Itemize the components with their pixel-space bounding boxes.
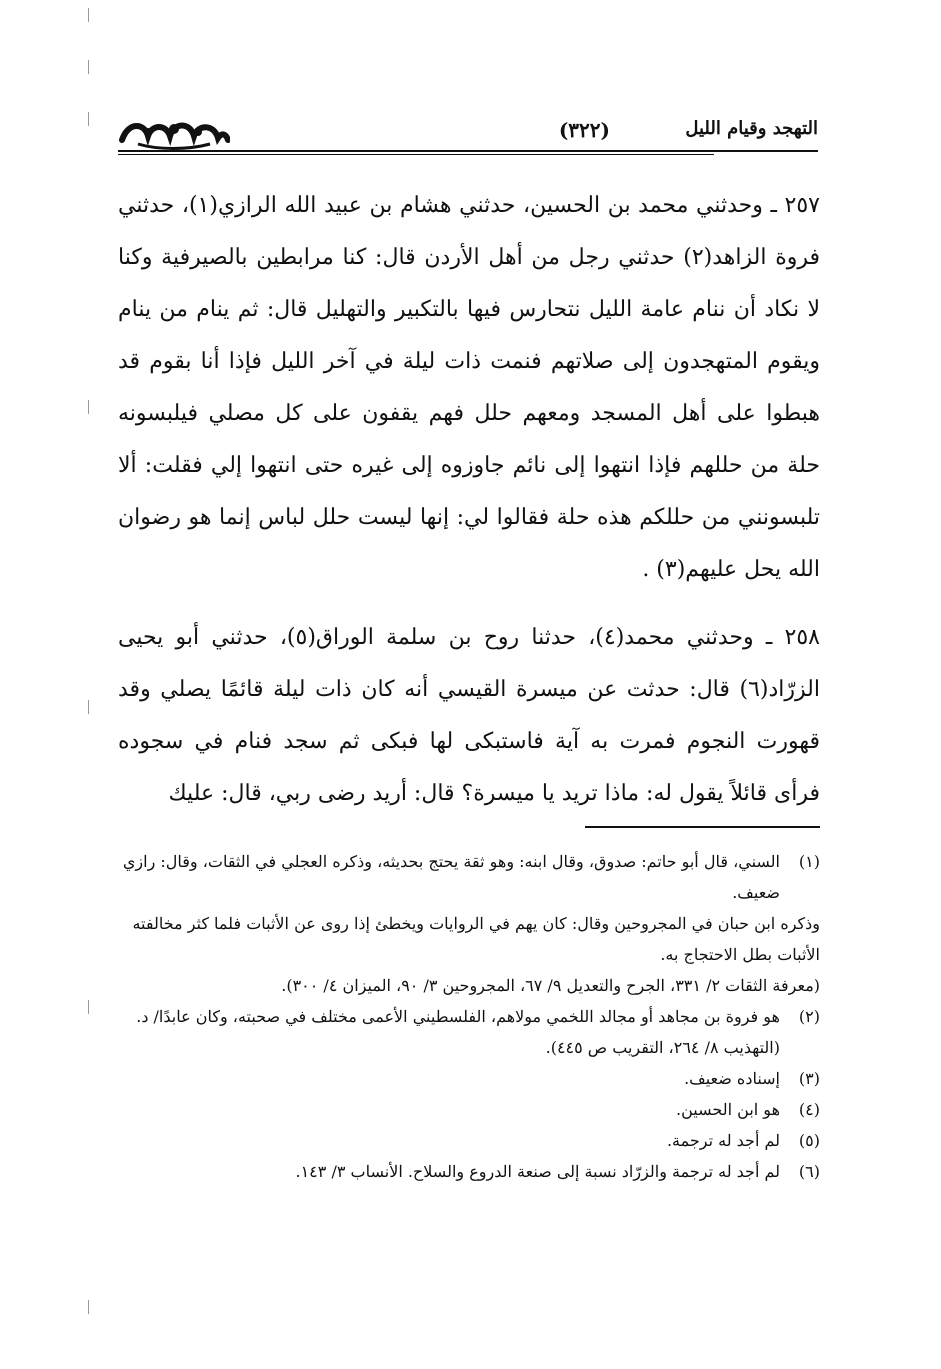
footnote-text: السني، قال أبو حاتم: صدوق، وقال ابنه: وهو ثقة يحتج بحديثه، وذكره العجلي في الثقات، وقال: رازي ضعيف. — [122, 852, 780, 902]
main-text — [118, 180, 820, 820]
footnote-4 — [118, 1094, 820, 1125]
footnote-2 — [118, 1001, 820, 1063]
footnote-number: (٢) — [798, 1007, 820, 1026]
footnote-text: (معرفة الثقات ٢/ ٣٣١، الجرح والتعديل ٩/ ٦٧، المجروحين ٣/ ٩٠، الميزان ٤/ ٣٠٠). — [281, 976, 820, 995]
footnote-3 — [118, 1063, 820, 1094]
ornament-icon — [118, 112, 230, 152]
footnote-number: (٣) — [798, 1069, 820, 1088]
footnote-text: لم أجد له ترجمة والزرّاد نسبة إلى صنعة الدروع والسلاح. الأنساب ٣/ ١٤٣. — [295, 1162, 780, 1181]
paragraph-257: ٢٥٧ ـ وحدثني محمد بن الحسين، حدثني هشام بن عبيد الله الرازي(١)، حدثني فروة الزاهد(٢) حدثني رجل من أهل الأردن قال: كنا مرابطين بالصيرفية وكنا لا نكاد أن ننام عامة الليل نتحارس فيها بالتكبير والتهليل قال: ثم ينام من ينام ويقوم المتهجدون إلى صلاتهم فنمت ذات ليلة في آخر الليل فإذا أنا بقوم قد هبطوا على أهل المسجد ومعهم حلل فهم يقفون على كل مصلي فيلبسونه حلة من حللهم فإذا انتهوا إلى نائم جاوزوه إلى غيره حتى انتهوا إلي فقلت: ألا تلبسونني من حللكم هذه حلة فقالوا لي: إنها ليست حلل لباس إنما هو رضوان الله يحل عليهم(٣) . — [118, 193, 820, 582]
footnote-1-cont-a — [118, 908, 820, 970]
footnote-number: (١) — [798, 852, 820, 871]
header-rule-thin — [118, 154, 714, 155]
footnote-text: وذكره ابن حبان في المجروحين وقال: كان يهم في الروايات ويخطئ إذا روى عن الأثبات فلما كثر مخالفته الأثبات بطل الاحتجاج به. — [132, 914, 820, 964]
page-edge-marks — [88, 0, 90, 1369]
footnote-1 — [118, 846, 820, 908]
footnote-separator — [585, 826, 820, 828]
footnote-text: إسناده ضعيف. — [684, 1069, 780, 1088]
footnote-text: لم أجد له ترجمة. — [666, 1131, 780, 1150]
footnotes — [118, 846, 820, 1187]
header-rule — [118, 150, 818, 152]
running-header — [118, 118, 818, 158]
page-number: (٣٢٢) — [558, 118, 610, 142]
footnote-6 — [118, 1156, 820, 1187]
paragraph-258: ٢٥٨ ـ وحدثني محمد(٤)، حدثنا روح بن سلمة الوراق(٥)، حدثني أبو يحيى الزرّاد(٦) قال: حدثت عن ميسرة القيسي أنه كان ذات ليلة قائمًا يصلي وقد قهورت النجوم فمرت به آية فاستبكى لها فبكى ثم سجد فنام في سجوده فرأى قائلاً يقول له: ماذا تريد يا ميسرة؟ قال: أريد رضى ربي، قال: عليك — [118, 625, 820, 806]
footnote-5 — [118, 1125, 820, 1156]
footnote-number: (٤) — [798, 1100, 820, 1119]
footnote-number: (٥) — [798, 1131, 820, 1150]
footnote-1-cont-b — [118, 970, 820, 1001]
footnote-text: هو ابن الحسين. — [676, 1100, 780, 1119]
footnote-text: هو فروة بن مجاهد أو مجالد اللخمي مولاهم، الفلسطيني الأعمى مختلف في صحبته، وكان عابدًا/ د. (التهذيب ٨/ ٢٦٤، التقريب ص ٤٤٥). — [136, 1007, 780, 1057]
book-title: التهجد وقيام الليل — [685, 118, 818, 139]
footnote-number: (٦) — [798, 1162, 820, 1181]
